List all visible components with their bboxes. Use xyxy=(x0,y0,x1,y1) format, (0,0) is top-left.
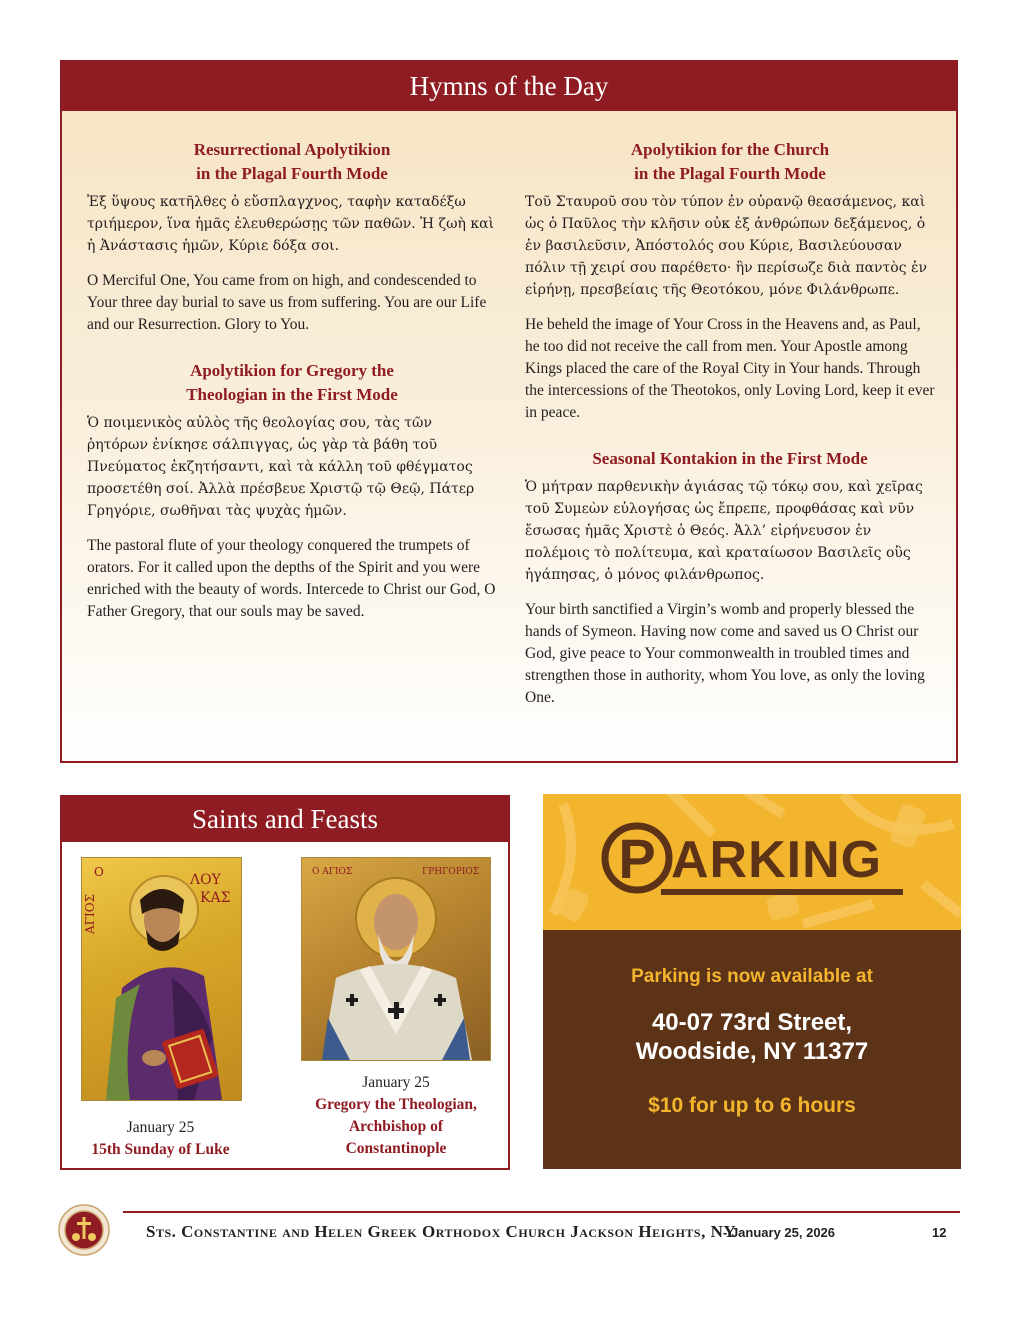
saint-name: Gregory the Theologian, xyxy=(315,1096,477,1113)
hymns-right-column xyxy=(525,138,935,722)
parking-ad xyxy=(543,794,961,1169)
hymn-greek-text: Ὁ ποιμενικὸς αὐλὸς τῆς θεολογίας σου, τὰς τῶν ῥητόρων ἐνίκησε σάλπιγγας, ὡς γὰρ τὰ βάθη τοῦ Πνεύματος ἐκζητήσαντι, καὶ τὰ κάλλη τοῦ φθέγματος προσετέθη σοί. Ἀλλὰ πρέσβευε Χριστῷ τῷ Θεῷ, Πάτερ Γρηγόριε, σωθῆναι τὰς ψυχὰς ἡμῶν. xyxy=(87,415,475,519)
saint-caption xyxy=(291,1072,501,1160)
saint-date: January 25 xyxy=(362,1074,430,1091)
hymn-greek-text: Ὁ μήτραν παρθενικὴν ἁγιάσας τῷ τόκῳ σου, καὶ χεῖρας τοῦ Συμεὼν εὐλογήσας ὡς ἔπρεπε, προφθάσας καὶ νῦν ἔσωσας ἡμᾶς Χριστὲ ὁ Θεός. Ἀλλ’ εἰρήνευσον ἐν πολέμοις τὸ πολίτευμα, καὶ κραταίωσον Βασιλεῖς οὓς ἠγάπησας, ὁ μόνος φιλάνθρωπος. xyxy=(525,479,923,583)
hymn-title xyxy=(87,138,497,186)
icon-inscription: ΚΑΣ xyxy=(200,890,231,906)
saint-name: Constantinople xyxy=(345,1140,447,1157)
hymns-section xyxy=(60,60,958,763)
saint-caption xyxy=(81,1117,240,1161)
hymn-english-text: The pastoral flute of your theology conquered the trumpets of orators. For it called upon the depths of the Spirit and you were enriched with the beauty of words. Intercede to Christ our God, O Father Gregory, that our souls may be saved. xyxy=(87,537,496,620)
saint-date: January 25 xyxy=(126,1119,195,1136)
hymn-title-line: in the Plagal Fourth Mode xyxy=(196,164,388,183)
hymn-title xyxy=(87,359,497,407)
parking-address-line1: 40-07 73rd Street, xyxy=(651,1009,853,1036)
hymn-english-text: O Merciful One, You came from on high, and condescended to Your three day burial to save us from suffering. You are our Life and our Resurrection. Glory to You. xyxy=(87,272,487,333)
footer-rule xyxy=(123,1211,960,1213)
parking-price: $10 for up to 6 hours xyxy=(648,1094,856,1117)
hymn-greek-text: Τοῦ Σταυροῦ σου τὸν τύπον ἐν οὐρανῷ θεασάμενος, καὶ ὡς ὁ Παῦλος τὴν κλῆσιν οὐκ ἐξ ἀνθρώπων δεξάμενος, ὁ ἐν βασιλεῦσιν, Ἀπόστολός σου Κύριε, Βασιλεύουσαν πόλιν τῇ χειρί σου παρέθετο· ἣν περίσωζε διὰ παντὸς ἐν εἰρήνῃ, πρεσβείαις τῆς Θεοτόκου, μόνε Φιλάνθρωπε. xyxy=(525,194,928,298)
parking-available-text: Parking is now available at xyxy=(631,966,873,987)
hymn-title-line: in the Plagal Fourth Mode xyxy=(634,164,826,183)
saint-name: 15th Sunday of Luke xyxy=(91,1141,230,1158)
saints-section xyxy=(60,795,510,1170)
hymn-greek-text: Ἐξ ὕψους κατῆλθες ὁ εὔσπλαγχνος, ταφὴν καταδέξω τριήμερον, ἵνα ἡμᾶς ἐλευθερώσῃς τῶν παθῶν. Ἡ ζωὴ καὶ ἡ Ἀνάστασις ἡμῶν, Κύριε δόξα σοι. xyxy=(87,194,495,254)
saint-name: Archbishop of xyxy=(348,1118,444,1135)
parking-word: ARKING xyxy=(671,831,883,889)
hymn-english-text: He beheld the image of Your Cross in the Heavens and, as Paul, he too did not receive the call from men. Your Apostle among Kings placed the care of the Royal City in Your hands. Through the intercessions of the Theotokos, only Loving Lord, keep it ever in peace. xyxy=(525,316,935,421)
saints-title: Saints and Feasts xyxy=(62,797,508,842)
church-seal-icon xyxy=(58,1204,110,1256)
hymn-title-line: Seasonal Kontakion in the First Mode xyxy=(592,449,868,468)
hymns-left-column xyxy=(87,138,497,636)
icon-inscription: Ο xyxy=(94,865,104,879)
saint-gregory-painting xyxy=(302,858,490,1060)
icon-inscription: ΓΡΗΓΟΡΙΟΣ xyxy=(422,867,480,877)
saint-gregory-icon xyxy=(301,857,491,1061)
hymn-title-line: Theologian in the First Mode xyxy=(186,385,398,404)
parking-info xyxy=(543,930,961,1169)
icon-inscription: ΛΟΥ xyxy=(190,872,221,888)
hymn-title-line: Resurrectional Apolytikion xyxy=(193,140,391,159)
icon-inscription: Ο ΑΓΙΟΣ xyxy=(312,867,353,877)
parking-logo-banner xyxy=(543,794,961,930)
hymn-title-line: Apolytikion for the Church xyxy=(630,140,830,159)
parking-address-line2: Woodside, NY 11377 xyxy=(635,1038,869,1065)
hymn-title xyxy=(525,447,935,471)
page-number: 12 xyxy=(932,1225,947,1240)
footer-date: - January 25, 2026 xyxy=(723,1225,836,1240)
hymn-title xyxy=(525,138,935,186)
saint-luke-icon xyxy=(81,857,242,1101)
parking-p-letter: P xyxy=(618,827,656,890)
hymns-title: Hymns of the Day xyxy=(62,62,956,111)
icon-inscription: ΑΓΙΟΣ xyxy=(83,893,97,934)
hymn-english-text: Your birth sanctified a Virgin’s womb and properly blessed the hands of Symeon. Having now come and saved us O Christ our God, give peace to Your commonwealth in troubled times and strengthen those in authority, whom You love, as only the loving One. xyxy=(525,601,925,706)
parking-underline xyxy=(661,889,903,895)
hymn-title-line: Apolytikion for Gregory the xyxy=(190,361,394,380)
footer-church-name: Sts. Constantine and Helen Greek Orthodox Church Jackson Heights, NY xyxy=(146,1222,737,1241)
saint-luke-painting xyxy=(82,858,241,1100)
